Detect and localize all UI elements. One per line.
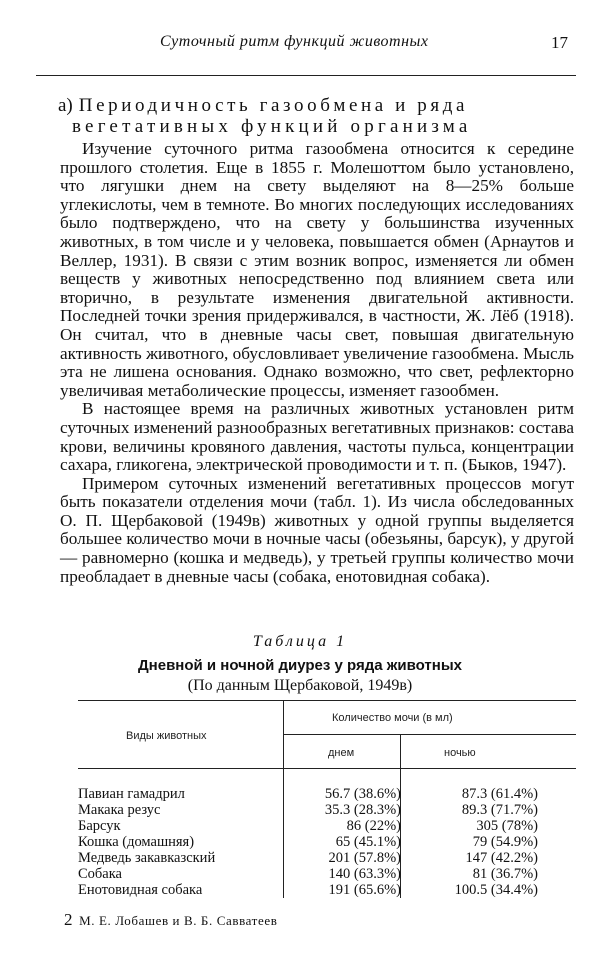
species-name: Кошка (домашняя) bbox=[78, 834, 195, 850]
paragraph: В настоящее время на различных животных установлен ритм суточных изменений разнообразных вегетативных признаков: состава крови, величины кровяного давления, частоты пульса, концентрации сахара, гликогена, электрической проводимости и т. п. (Быков, 1947). bbox=[60, 399, 574, 475]
header-quantity: Количество мочи (в мл) bbox=[332, 712, 453, 724]
day-value: 86 (22%) bbox=[346, 818, 401, 834]
night-value: 79 (54.9%) bbox=[472, 834, 538, 850]
night-value: 147 (42.2%) bbox=[465, 850, 538, 866]
page-number: 17 bbox=[551, 33, 568, 52]
header-night: ночью bbox=[444, 747, 476, 759]
species-name: Собака bbox=[78, 866, 122, 882]
section-marker: а) bbox=[58, 95, 73, 116]
table-row bbox=[78, 818, 576, 834]
table-title: Дневной и ночной диурез у ряда животных bbox=[138, 657, 462, 674]
table-source: (По данным Щербаковой, 1949в) bbox=[187, 677, 413, 694]
day-value: 201 (57.8%) bbox=[328, 850, 401, 866]
day-value: 191 (65.6%) bbox=[328, 882, 401, 898]
running-title: Суточный ритм функций животных bbox=[160, 33, 429, 50]
day-value: 65 (45.1%) bbox=[335, 834, 401, 850]
section-title-line1: Периодичность газообмена и ряда bbox=[78, 95, 468, 116]
night-value: 89.3 (71.7%) bbox=[461, 802, 538, 818]
page-footer bbox=[64, 910, 277, 930]
signature-mark: 2 bbox=[64, 910, 74, 929]
species-name: Павиан гамадрил bbox=[78, 786, 185, 802]
paragraph: Изучение суточного ритма газообмена относится к середине прошлого столетия. Еще в 1855 г. Молешоттом было установлено, что лягушки днем на свету выделяют на 8—25% больше углекислоты, чем в темноте. Во многих последующих исследованиях было подтверждено, что на свету у большинства изученных животных, в том числе и у человека, повышается обмен (Арнаутов и Веллер, 1931). В связи с этим возник вопрос, изменяется ли обмен веществ у животных непосредственно под влиянием света или вторично, в результате изменения двигательной активности. Последней точки зрения придерживался, в частности, Ж. Лёб (1918). Он считал, что в дневные часы свет, повышая двигательную активность животного, обусловливает увеличение газообмена. Мысль эта не лишена основания. Однако возможно, что свет, рефлекторно увеличивая метаболические процессы, изменяет газообмен. bbox=[60, 139, 574, 400]
table-row bbox=[78, 882, 576, 898]
header-rule bbox=[36, 75, 576, 76]
table-row bbox=[78, 850, 576, 866]
table-row bbox=[78, 802, 576, 818]
header-day: днем bbox=[328, 747, 355, 759]
subheader-rule bbox=[283, 734, 576, 735]
night-value: 100.5 (34.4%) bbox=[454, 882, 538, 898]
section-title bbox=[58, 95, 578, 137]
night-value: 305 (78%) bbox=[476, 818, 538, 834]
footer-authors: М. Е. Лобашев и В. Б. Савватеев bbox=[79, 913, 278, 928]
section-title-line2: вегетативных функций организма bbox=[72, 116, 472, 137]
paragraph: Примером суточных изменений вегетативных процессов могут быть показатели отделения мочи (табл. 1). Из числа обследованных О. П. Щербаковой (1949в) животных у одной группы выделяется большее количество мочи в ночные часы (обезьяны, барсук), у другой — равномерно (кошка и медведь), у третьей группы количество мочи преобладает в дневные часы (собака, енотовидная собака). bbox=[60, 473, 574, 586]
night-value: 87.3 (61.4%) bbox=[461, 786, 538, 802]
table-row bbox=[78, 866, 576, 882]
table-row bbox=[78, 786, 576, 802]
table-number: Таблица 1 bbox=[252, 633, 348, 650]
species-name: Медведь закавказский bbox=[78, 850, 216, 866]
table-row bbox=[78, 834, 576, 850]
day-value: 56.7 (38.6%) bbox=[324, 786, 401, 802]
table-header-rule bbox=[78, 768, 576, 769]
table-top-rule bbox=[78, 700, 576, 701]
header-species: Виды животных bbox=[126, 730, 207, 742]
day-value: 35.3 (28.3%) bbox=[324, 802, 401, 818]
species-name: Барсук bbox=[78, 818, 121, 834]
species-name: Макака резус bbox=[78, 802, 161, 818]
day-value: 140 (63.3%) bbox=[328, 866, 401, 882]
species-name: Енотовидная собака bbox=[78, 882, 203, 898]
body-text bbox=[60, 140, 574, 586]
night-value: 81 (36.7%) bbox=[472, 866, 538, 882]
